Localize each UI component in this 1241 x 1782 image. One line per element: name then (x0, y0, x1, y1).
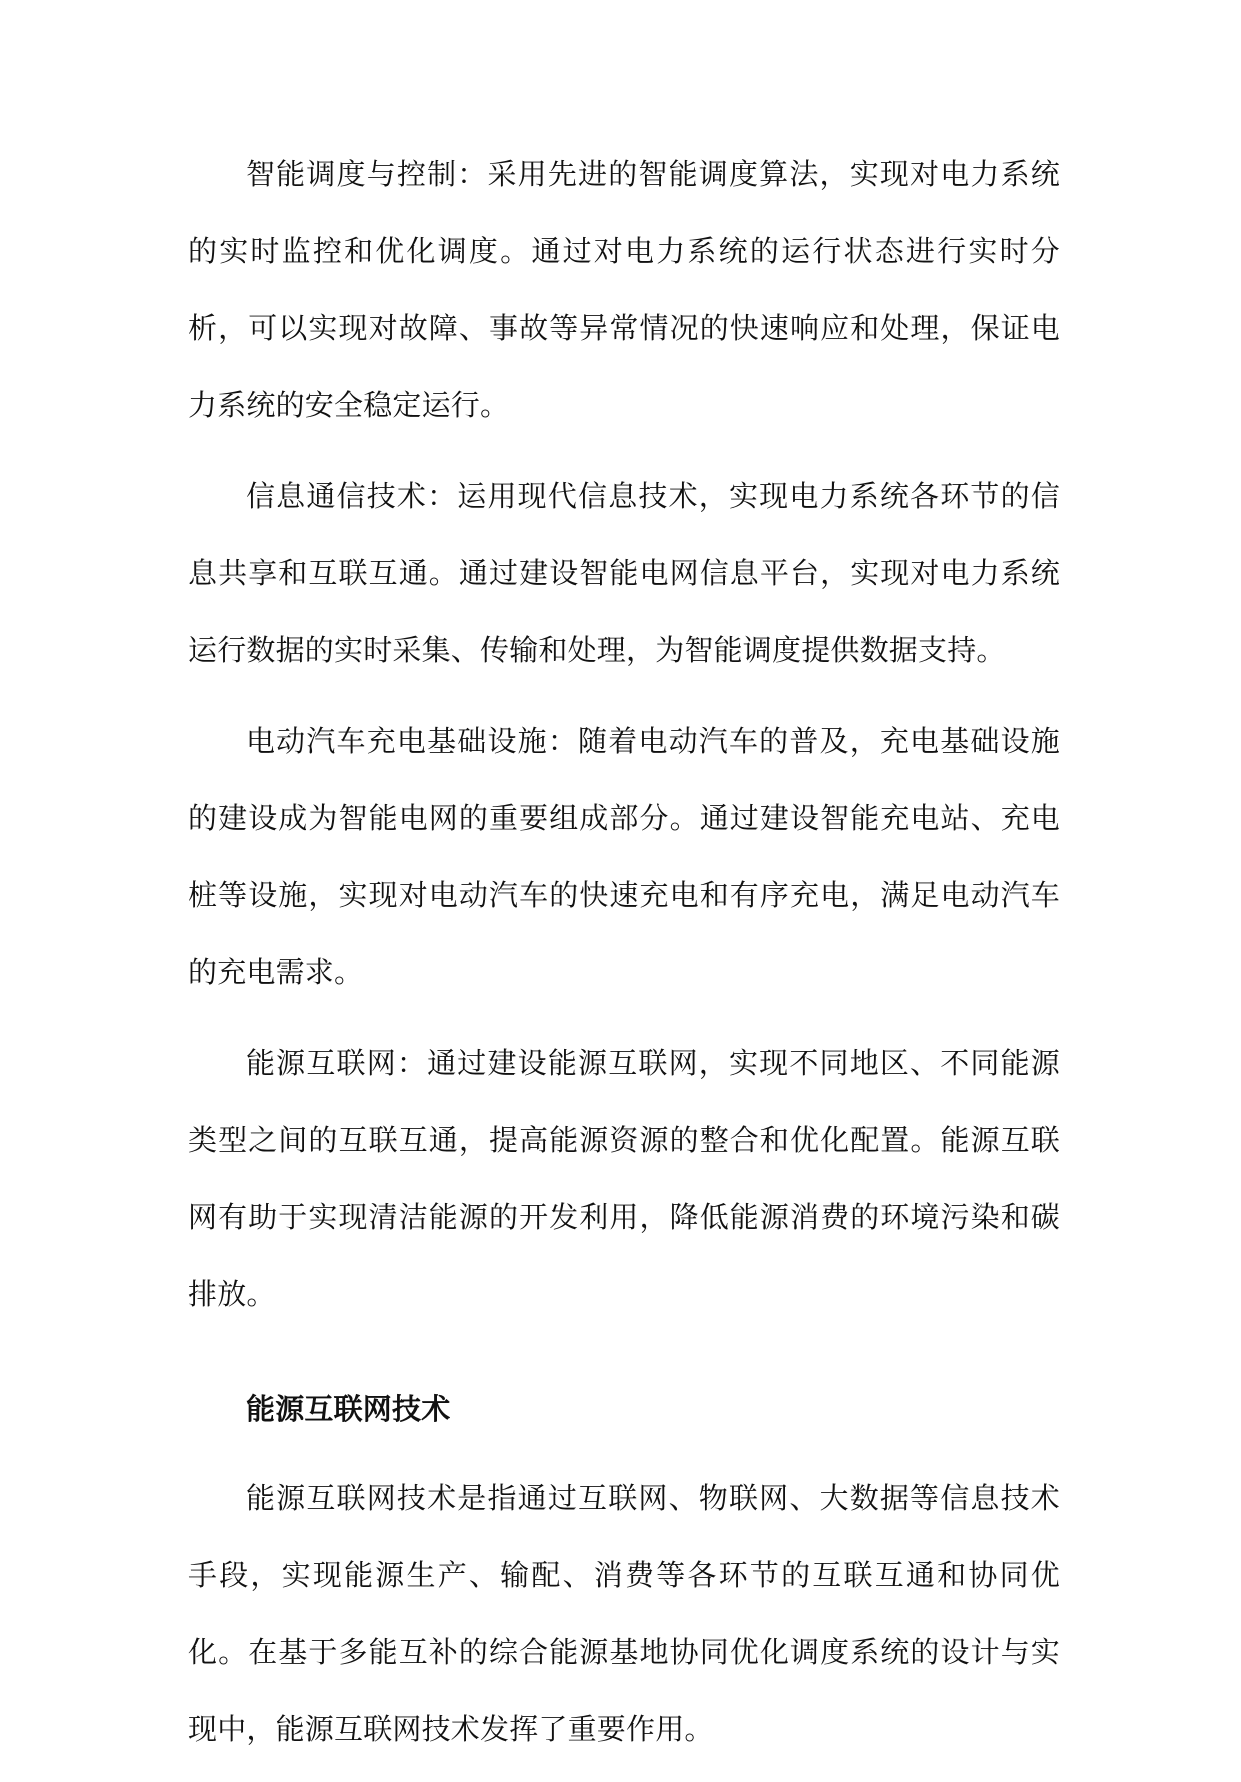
paragraph-info-comm: 信息通信技术：运用现代信息技术，实现电力系统各环节的信息共享和互联互通。通过建设智能电网信息平台，实现对电力系统运行数据的实时采集、传输和处理，为智能调度提供数据支持。 (188, 479, 1060, 667)
paragraph-energy-internet: 能源互联网：通过建设能源互联网，实现不同地区、不同能源类型之间的互联互通，提高能源资源的整合和优化配置。能源互联网有助于实现清洁能源的开发利用，降低能源消费的环境污染和碳排放。 (188, 1046, 1060, 1311)
paragraph-energy-internet-tech: 能源互联网技术是指通过互联网、物联网、大数据等信息技术手段，实现能源生产、输配、消费等各环节的互联互通和协同优化。在基于多能互补的综合能源基地协同优化调度系统的设计与实现中，能源互联网技术发挥了重要作用。 (188, 1481, 1060, 1746)
document-body (188, 136, 1060, 1782)
section-heading: 能源互联网技术 (246, 1392, 451, 1426)
paragraph-smart-dispatch: 智能调度与控制：采用先进的智能调度算法，实现对电力系统的实时监控和优化调度。通过对电力系统的运行状态进行实时分析，可以实现对故障、事故等异常情况的快速响应和处理，保证电力系统的安全稳定运行。 (188, 157, 1060, 422)
paragraph-ev-charging: 电动汽车充电基础设施：随着电动汽车的普及，充电基础设施的建设成为智能电网的重要组成部分。通过建设智能充电站、充电桩等设施，实现对电动汽车的快速充电和有序充电，满足电动汽车的充电需求。 (188, 724, 1060, 989)
